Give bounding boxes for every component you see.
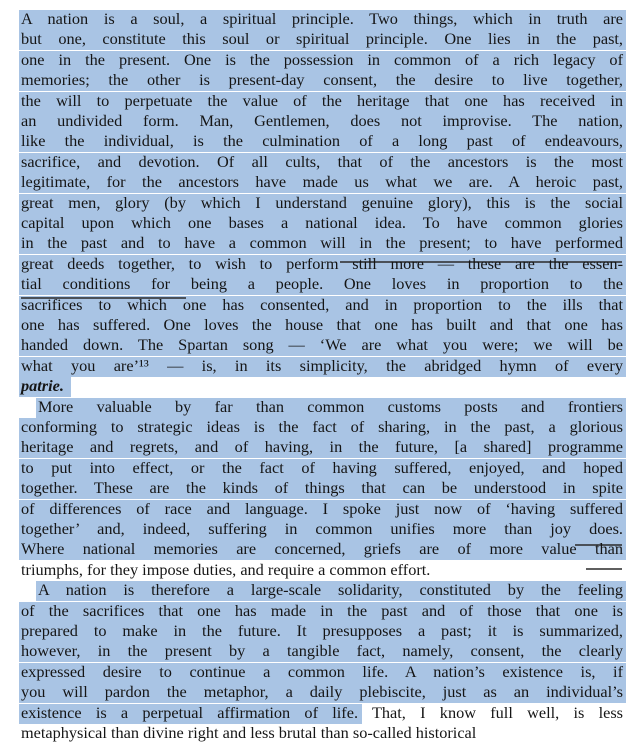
text-line: sacrifices to which one has consented, and in proportion to the ills that [21,294,623,314]
text-line: triumphs, for they impose duties, and require a common effort. [21,559,431,579]
text-line: More valuable by far than common customs posts and frontiers [38,396,623,416]
text-line: Where national memories are concerned, griefs are of more value than [21,539,623,559]
text-line: what you are’¹³ — is, in its simplicity, the abridged hymn of every [21,355,623,375]
text-line: great deeds together, to wish to perform still more — these are the essen- [21,253,623,273]
text-line: the will to perpetuate the value of the heritage that one has received in [21,90,623,110]
text-line: together. These are the kinds of things that can be understood in spite [21,478,623,498]
text-line: metaphysical than divine right and less brutal than so-called historical [21,723,477,742]
text-line: like the individual, is the culmination of a long past of endeavours, [21,131,623,151]
text-line: sacrifice, and devotion. Of all cults, that of the ancestors is the most [21,151,623,171]
text-line: however, in the present by a tangible fact, namely, consent, the clearly [21,641,623,661]
text-line: you will pardon the metaphor, a daily plebiscite, just as an individual’s [21,682,623,702]
text-line: in the past and to have a common will in the present; to have performed [21,233,623,253]
text-line: prepared to make in the future. It presupposes a past; it is summarized, [21,621,623,640]
text-line: A nation is a soul, a spiritual principle. Two things, which in truth are [21,9,623,28]
text-line: A nation is therefore a large-scale solidarity, constituted by the feeling [38,580,623,600]
text-line: great men, glory (by which I understand genuine glory), this is the social [21,192,623,212]
text-line: heritage and regrets, and of having, in the future, [a shared] programme [21,437,623,457]
text-line: to put into effect, or the fact of having suffered, enjoyed, and hoped [21,457,623,477]
text-line: one in the present. One is the possession in common of a rich legacy of [21,49,623,69]
text-line: tial conditions for being a people. One loves in proportion to the [21,274,623,294]
text-line: legitimate, for the ancestors have made us what we are. A heroic past, [21,172,623,192]
text-line: patrie. [21,376,64,396]
text-line: an undivided form. Man, Gentlemen, does not improvise. The nation, [21,111,623,130]
text-line: expressed desire to continue a common life. A nation’s existence is, if [21,661,623,681]
text-line: of the sacrifices that one has made in the past and of those that one is [21,600,623,620]
text-line: conforming to strategic ideas is the fact of sharing, in the past, a glorious [21,417,623,436]
text-line: memories; the other is present-day consent, the desire to live together, [21,70,623,90]
text-line: together’ and, indeed, suffering in common unifies more than joy does. [21,519,623,538]
text-line: one has suffered. One loves the house that one has built and that one has [21,315,623,334]
text-line: existence is a perpetual affirmation of life. That, I know full well, is less [21,702,623,722]
text-line: of differences of race and language. I spoke just now of ‘having suffered [21,498,623,518]
text-line: but one, constitute this soul or spiritual principle. One lies in the past, [21,29,623,49]
text-line: handed down. The Spartan song — ‘We are what you were; we will be [21,335,623,355]
text-line: capital upon which one bases a national idea. To have common glories [21,213,623,232]
